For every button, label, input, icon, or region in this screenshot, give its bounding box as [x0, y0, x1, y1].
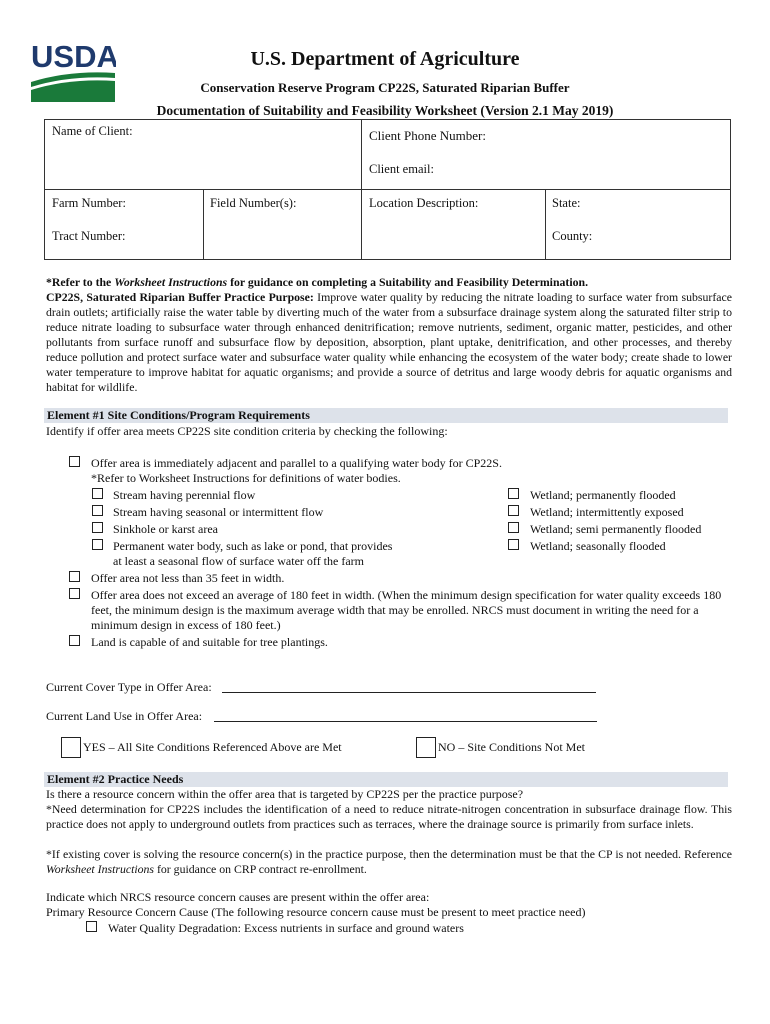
- land-use-label: Current Land Use in Offer Area:: [46, 709, 203, 723]
- usda-logo-text: USDA: [31, 40, 116, 74]
- wetland-permanent-label: Wetland; permanently flooded: [530, 488, 676, 502]
- cover-type-label: Current Cover Type in Offer Area:: [46, 680, 212, 694]
- wetland-intermittent-checkbox[interactable]: [508, 505, 519, 516]
- adjacent-checkbox[interactable]: [69, 456, 80, 467]
- permanent-water-continuation: at least a seasonal flow of surface water off the farm: [113, 554, 364, 568]
- program-subtitle: Conservation Reserve Program CP22S, Saturated Riparian Buffer: [200, 80, 570, 95]
- perennial-checkbox[interactable]: [92, 488, 103, 499]
- max-width-checkbox[interactable]: [69, 588, 80, 599]
- farm-number-field[interactable]: Farm Number:: [52, 196, 126, 210]
- state-field[interactable]: State:: [552, 196, 581, 210]
- adjacent-label: Offer area is immediately adjacent and parallel to a qualifying water body for CP22S.: [91, 456, 502, 470]
- sinkhole-checkbox[interactable]: [92, 522, 103, 533]
- trees-checkbox[interactable]: [69, 635, 80, 646]
- existing-cover-note: *If existing cover is solving the resource concern(s) in the practice purpose, then the determination must be that the CP is not needed. Reference Worksheet Instructions for guidance on CRP contract re-enrollment.: [46, 847, 732, 876]
- tract-number-field[interactable]: Tract Number:: [52, 229, 126, 243]
- water-quality-label: Water Quality Degradation: Excess nutrients in surface and ground waters: [108, 921, 464, 935]
- wetland-semi-label: Wetland; semi permanently flooded: [530, 522, 702, 536]
- perennial-label: Stream having perennial flow: [113, 488, 256, 502]
- cover-type-input[interactable]: [222, 692, 596, 693]
- min-width-checkbox[interactable]: [69, 571, 80, 582]
- worksheet-title: Documentation of Suitability and Feasibility Worksheet (Version 2.1 May 2019): [156, 103, 614, 118]
- permanent-water-checkbox[interactable]: [92, 539, 103, 550]
- indicate-text: Indicate which NRCS resource concern causes are present within the offer area:: [46, 890, 430, 904]
- no-checkbox[interactable]: [416, 737, 436, 758]
- trees-label: Land is capable of and suitable for tree plantings.: [91, 635, 328, 649]
- element1-heading: Element #1 Site Conditions/Program Requirements: [44, 408, 728, 423]
- wetland-seasonal-label: Wetland; seasonally flooded: [530, 539, 666, 553]
- permanent-water-label: Permanent water body, such as lake or pond, that provides: [113, 539, 393, 553]
- wetland-intermittent-label: Wetland; intermittently exposed: [530, 505, 684, 519]
- land-use-input[interactable]: [214, 721, 597, 722]
- element1-instruction: Identify if offer area meets CP22S site condition criteria by checking the following:: [46, 424, 448, 438]
- adjacent-note: *Refer to Worksheet Instructions for definitions of water bodies.: [91, 471, 401, 485]
- intro-paragraph: *Refer to the Worksheet Instructions for guidance on completing a Suitability and Feasibility Determination. CP22S, Saturated Riparian Buffer Practice Purpose: Improve water quality by reducing the nitrate loading to surface water from subsurface drain outlets; artificially raise the water table by diverting much of the water from a subsurface drainage system along the saturated filter strip to reduce nitrate loading to subsurface water through enhanced denitrification; remove nutrients, sediment, organic matter, pesticides, and other pollutants from surface runoff and subsurface flow by deposition, absorption, plant uptake, denitrification, and other processes, and thereby reduce pollution and protect surface water and subsurface water quality while enhancing the ecosystem of the water body; create shade to lower water temperature to improve habitat for aquatic organisms; and provide a source of detritus and large woody debris for aquatic organisms and habitat for wildlife.: [46, 275, 732, 394]
- yes-checkbox[interactable]: [61, 737, 81, 758]
- yes-label: YES – All Site Conditions Referenced Above are Met: [83, 740, 342, 754]
- wetland-permanent-checkbox[interactable]: [508, 488, 519, 499]
- wetland-seasonal-checkbox[interactable]: [508, 539, 519, 550]
- primary-cause-text: Primary Resource Concern Cause (The following resource concern cause must be present to meet practice need): [46, 905, 586, 919]
- field-numbers-field[interactable]: Field Number(s):: [210, 196, 297, 210]
- location-description-field[interactable]: Location Description:: [369, 196, 479, 210]
- max-width-label: Offer area does not exceed an average of 180 feet in width. (When the minimum design specification for water quality exceeds 180 feet, the minimum design is the maximum average width that may be enrolled. NRCS must document in writing the need for a minimum design in excess of 180 feet.): [91, 588, 722, 632]
- sinkhole-label: Sinkhole or karst area: [113, 522, 218, 536]
- water-quality-checkbox[interactable]: [86, 921, 97, 932]
- need-note: *Need determination for CP22S includes the identification of a need to reduce nitrate-nitrogen concentration in subsurface drainage flow. This practice does not apply to underground outlets from practices such as terraces, where the drainage source is primarily from surface inlets.: [46, 802, 732, 831]
- element2-heading: Element #2 Practice Needs: [44, 772, 728, 787]
- seasonal-stream-label: Stream having seasonal or intermittent flow: [113, 505, 324, 519]
- name-of-client-field[interactable]: Name of Client:: [52, 124, 133, 138]
- wetland-semi-checkbox[interactable]: [508, 522, 519, 533]
- page-title: U.S. Department of Agriculture: [250, 48, 520, 70]
- min-width-label: Offer area not less than 35 feet in width.: [91, 571, 285, 585]
- seasonal-stream-checkbox[interactable]: [92, 505, 103, 516]
- element2-question: Is there a resource concern within the offer area that is targeted by CP22S per the practice purpose?: [46, 787, 524, 801]
- client-email-field[interactable]: Client email:: [369, 162, 434, 176]
- client-phone-field[interactable]: Client Phone Number:: [369, 128, 486, 143]
- no-label: NO – Site Conditions Not Met: [438, 740, 586, 754]
- county-field[interactable]: County:: [552, 229, 593, 243]
